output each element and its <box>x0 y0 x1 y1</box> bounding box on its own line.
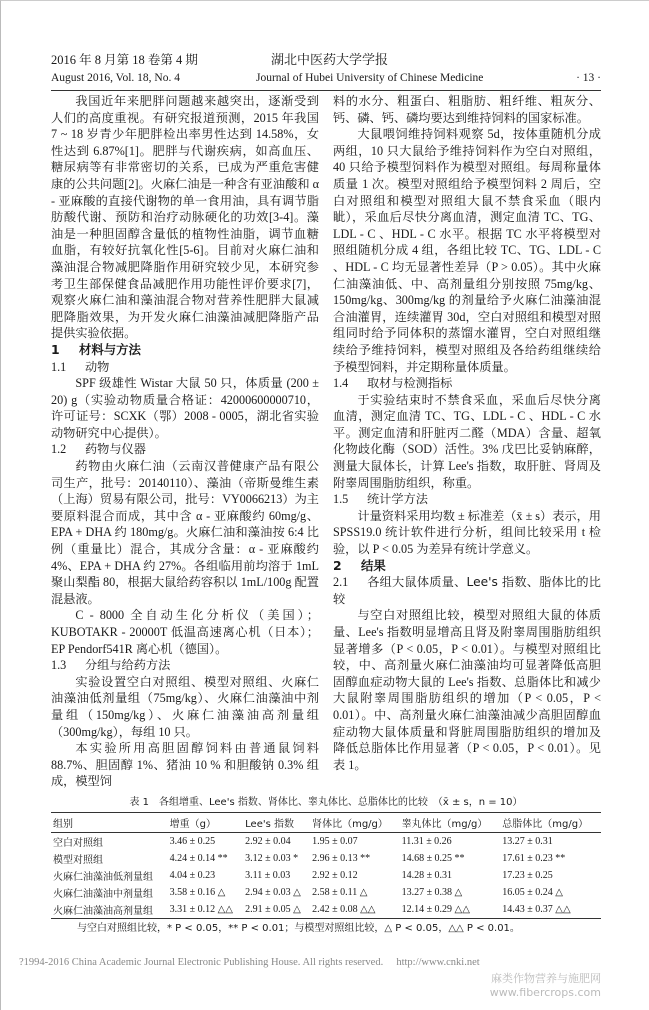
value-cell: 13.27 ± 0.31 <box>502 835 553 847</box>
value-cell: 4.24 ± 0.14 ** <box>169 852 228 864</box>
value-cell: 17.61 ± 0.23 ** <box>502 852 566 864</box>
table-header-row <box>51 812 601 832</box>
subsection-heading: 1.4 取材与检测指标 <box>333 376 453 391</box>
table-row <box>51 832 601 850</box>
value-cell: 13.27 ± 0.38 △ <box>401 886 463 898</box>
running-header-cn <box>51 51 601 69</box>
paragraph: 本实验所用高胆固醇饲料由普通鼠饲料 88.7%、胆固醇 1%、猪油 10 % 和胆酸钠 0.3% 组成，模型饲 <box>51 741 319 789</box>
column-header: 组别 <box>51 812 168 832</box>
value-cell: 2.91 ± 0.05 △ <box>243 901 310 919</box>
subsection-heading: 1.2 药物与仪器 <box>51 442 146 457</box>
value-cell: 12.14 ± 0.29 △△ <box>400 901 501 919</box>
paragraph: C - 8000 全自动生化分析仪（美国）；KUBOTAKR - 20000T 低温高速离心机（日本）；EP Pendorf541R 离心机（德国）。 <box>51 608 319 656</box>
group-name-cell: 火麻仁油藻油低剂量组 <box>53 871 153 883</box>
column-header: 睾丸体比（mg/g） <box>400 812 501 832</box>
value-cell: 2.96 ± 0.13 ** <box>312 852 371 864</box>
value-cell: 1.95 ± 0.07 <box>312 835 358 847</box>
paragraph-continued: 料的水分、粗蛋白、粗脂肪、粗纤维、粗灰分、钙、磷、钙、磷均要达到维持饲料的国家标准。 <box>333 94 601 125</box>
group-name-cell: 火麻仁油藻油中剂量组 <box>53 888 153 900</box>
table-row <box>51 901 601 919</box>
paragraph: 药物由火麻仁油（云南汉普健康产品有限公司生产，批号：20140110）、藻油（帝斯曼维生素（上海）贸易有限公司，批号：VY0066213）为主要原料混合而成，其中含 α - 亚麻酸约 60mg/g、EPA + DHA 约 180mg/g。火麻仁油和藻油按 6:4 比例（重量比）混合，其成分含量：α - 亚麻酸约 4%、EPA + DHA 约 27%。各组临用前均溶于 1mL 聚山梨酯 80，根据大鼠给药容积以 1mL/100g 配置混悬液。 <box>51 459 319 606</box>
table-footnote: 与空白对照组比较，* P < 0.05，** P < 0.01；与模型对照组比较，△ P < 0.05，△△ P < 0.01。 <box>77 922 520 934</box>
subsection-heading: 1.1 动物 <box>51 359 110 374</box>
value-cell: 2.58 ± 0.11 △ <box>312 886 368 898</box>
journal-title-cn: 湖北中医药大学学报 <box>271 52 389 67</box>
journal-title-en: Journal of Hubei University of Chinese Medicine <box>256 72 484 84</box>
issue-cn: 2016 年 8 月第 18 卷第 4 期 <box>51 53 198 67</box>
value-cell: 2.92 ± 0.12 <box>312 869 358 881</box>
value-cell: 14.28 ± 0.31 <box>401 869 453 881</box>
copyright-footer: ?1994-2016 China Academic Journal Electronic Publishing House. All rights reserved. http://www.cnki.net <box>19 956 480 968</box>
value-cell: 2.92 ± 0.04 <box>245 835 291 847</box>
group-name-cell: 空白对照组 <box>53 837 103 849</box>
table-row <box>51 850 601 867</box>
value-cell: 2.42 ± 0.08 △△ <box>310 901 399 919</box>
value-cell: 3.58 ± 0.16 △ <box>169 886 226 898</box>
paragraph: 计量资料采用均数 ± 标准差（x̄ ± s）表示，用 SPSS19.0 统计软件进行分析，组间比较采用 t 检验，以 P < 0.05 为差异有统计学意义。 <box>333 508 601 557</box>
paragraph: 与空白对照组比较，模型对照组大鼠的体质量、Lee's 指数明显增高且肾及附睾周围脂肪组织显著增多（P < 0.05，P < 0.01）。与模型对照组比较，中、高剂量火麻仁油藻油均可显著降低高胆固醇血症动物大鼠的 Lee's 指数、总脂体比和减少大鼠附睾周围脂肪组织的增加（P < 0.05，P < 0.01）。中、高剂量火麻仁油藻油减少高胆固醇血症动物大鼠体质量和肾脏周围脂肪组织的增加及降低总脂体比作用显著（P < 0.05，P < 0.01）。见表 1。 <box>333 608 601 772</box>
section-heading: 2 结果 <box>333 557 386 573</box>
left-column <box>51 93 319 790</box>
watermark-url: www.fibercrops.com <box>489 985 601 999</box>
watermark-cn: 麻类作物营养与施肥网 <box>491 971 601 985</box>
value-cell: 3.31 ± 0.12 △△ <box>168 901 244 919</box>
value-cell: 16.05 ± 0.24 △ <box>502 886 563 898</box>
body-columns <box>51 93 601 790</box>
value-cell: 2.94 ± 0.03 △ <box>245 886 301 898</box>
right-column <box>333 93 601 790</box>
paragraph: 实验设置空白对照组、模型对照组、火麻仁油藻油低剂量组（75mg/kg）、火麻仁油藻油中剂量组（150mg/kg）、火麻仁油藻油高剂量组（300mg/kg），每组 10 只。 <box>51 674 319 739</box>
section-heading: 1 材料与方法 <box>51 341 141 357</box>
paragraph: 大鼠喂饲维持饲料观察 5d，按体重随机分成两组，10 只大鼠给予维持饲料作为空白对照组，40 只给予模型饲料作为模型对照组。每周称量体质量 1 次。模型对照组给予模型饲料 2 周后，空白对照组和模型对照组大鼠不禁食采血（眼内眦），采血后尽快分离血清，测定血清 TC、TG、LDL - C 、HDL - C 水平。根据 TC 水平将模型对照组随机分成 4 组，各组比较 TC、TG、LDL - C 、HDL - C 均无显著性差异（P > 0.05）。其中火麻仁油藻油低、中、高剂量组分别按照 75mg/kg、150mg/kg、300mg/kg 的剂量给予火麻仁油藻油混合油灌胃，连续灌胃 30d，空白对照组和模型对照组同时给予同体积的蒸馏水灌胃，空白对照组继续给予维持饲料，模型对照组及各给药组继续给予模型饲料，并定期称量体质量。 <box>333 127 601 374</box>
value-cell: 14.68 ± 0.25 ** <box>401 852 465 864</box>
table-caption: 表 1 各组增重、Lee's 指数、肾体比、睾丸体比、总脂体比的比较 （x̄ ± s，n = 10） <box>129 796 523 808</box>
column-header: 肾体比（mg/g） <box>310 812 399 832</box>
running-header-en <box>51 69 601 87</box>
value-cell: 3.12 ± 0.03 * <box>245 852 299 864</box>
value-cell: 3.11 ± 0.03 <box>245 869 291 881</box>
column-header: 增重（g） <box>168 812 244 832</box>
subsection-heading: 1.5 统计学方法 <box>333 492 428 507</box>
intro-paragraph: 我国近年来肥胖问题越来越突出，逐渐受到人们的高度重视。有研究报道预测，2015 年我国 7 ~ 18 岁青少年肥胖检出率男性达到 14.58%，女性达到 6.87%[1]。肥胖与代谢疾病，如高血压、糖尿病等有非常密切的关系，已成为严重危害健康的公共问题[2]。火麻仁油是一种含有亚油酸和 α - 亚麻酸的直接代谢物的单一食用油，具有调节脂肪酸代谢、预防和治疗动脉硬化的功效[3-4]。藻油是一种胆固醇含量低的植物性油脂，调节血糖血脂，有较好抗氧化性[5-6]。目前对火麻仁油和藻油混合物减肥降脂作用研究较少见，本研究参考卫生部保健食品减肥作用功能性评价要求[7]，观察火麻仁油和藻油混合物对营养性肥胖大鼠减肥降脂效果，为开发火麻仁油藻油减肥降脂产品提供实验依据。 <box>51 94 319 341</box>
results-table <box>51 812 601 919</box>
table-row <box>51 867 601 884</box>
paragraph: 于实验结束时不禁食采血，采血后尽快分离血清，测定血清 TC、TG、LDL - C 、HDL - C 水平。测定血清和肝脏丙二醛（MDA）含量、超氧化物歧化酶（SOD）活性。3% 戊巴比妥钠麻醉，测量大鼠体长，计算 Lee's 指数，取肝脏、肾周及附睾周围脂肪组织，称重。 <box>333 392 601 490</box>
header-rule <box>51 90 601 91</box>
page-number: · 13 · <box>576 72 601 84</box>
column-header: Lee's 指数 <box>243 812 310 832</box>
value-cell: 4.04 ± 0.23 <box>169 869 216 881</box>
subsection-heading: 1.3 分组与给药方法 <box>51 658 171 673</box>
value-cell: 11.31 ± 0.26 <box>401 835 452 847</box>
value-cell: 17.23 ± 0.25 <box>502 869 553 881</box>
page-spacer <box>51 936 601 956</box>
watermark <box>51 972 601 1000</box>
group-name-cell: 火麻仁油藻油高剂量组 <box>51 901 168 919</box>
column-header: 总脂体比（mg/g） <box>500 812 601 832</box>
issue-en: August 2016, Vol. 18, No. 4 <box>51 72 180 84</box>
table-row <box>51 884 601 901</box>
subsection-heading: 2.1 各组大鼠体质量、Lee's 指数、脂体比的比较 <box>333 575 601 606</box>
value-cell: 3.46 ± 0.25 <box>169 835 216 847</box>
paragraph: SPF 级雄性 Wistar 大鼠 50 只，体质量 (200 ± 20) g（实验动物质量合格证：42000600000710，许可证号：SCXK（鄂）2008 - 0005，湖北省实验动物研究中心提供）。 <box>51 376 319 440</box>
group-name-cell: 模型对照组 <box>53 854 103 866</box>
value-cell: 14.43 ± 0.37 △△ <box>500 901 601 919</box>
